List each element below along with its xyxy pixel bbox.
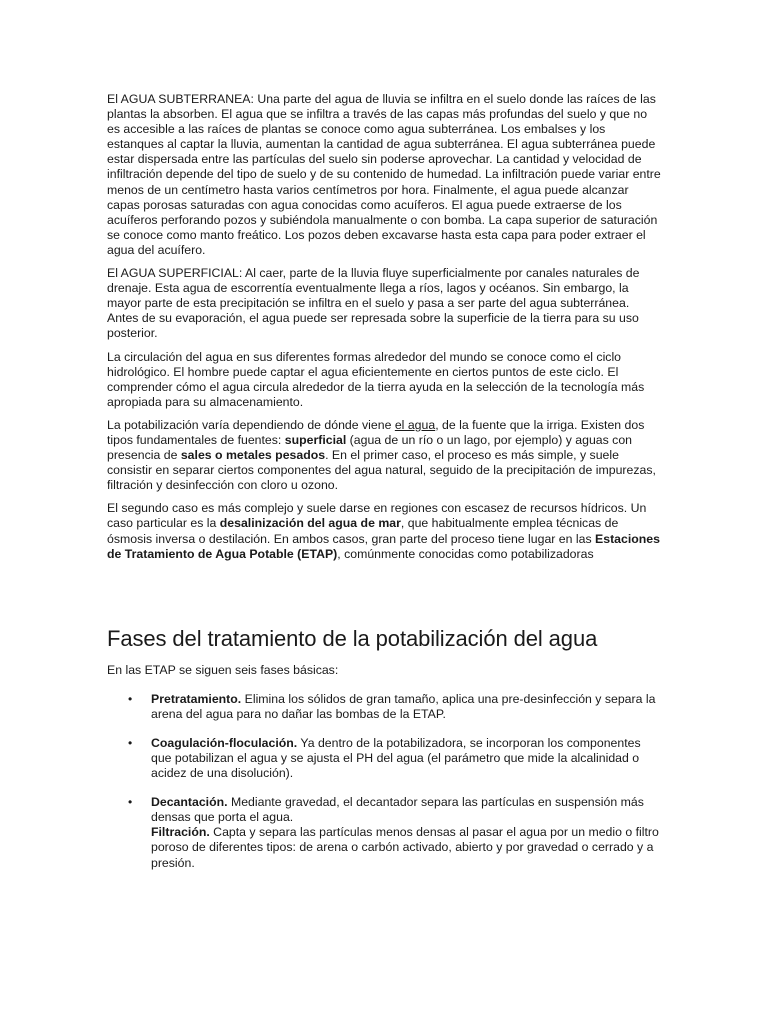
bold-term-sales-metales: sales o metales pesados (180, 448, 326, 463)
phase-text: Elimina los sólidos de gran tamaño, aplica una pre-desinfección y separa la arena del agua para no dañar las bombas de la ETAP. (151, 691, 656, 721)
bullet-icon: • (128, 795, 133, 810)
phase-text: Ya dentro de la potabilizadora, se incorporan los componentes que potabilizan el agua y se ajusta el PH del agua (el parámetro que mide la alcalinidad o acidez de una disolución). (151, 735, 641, 781)
paragraph-surface-water: El AGUA SUPERFICIAL: Al caer, parte de la lluvia fluye superficialmente por canales naturales de drenaje. Esta agua de escorrentía eventualmente llega a ríos, lagos y océanos. Sin embargo, la mayor parte de esta precipitación se infiltra en el suelo y pasa a ser parte del agua subterránea. Antes de su evaporación, el agua puede ser represada sobre la superficie de la tierra para su uso posterior. (107, 266, 640, 341)
section-intro: En las ETAP se siguen seis fases básicas: (107, 662, 339, 677)
paragraph-desalination (107, 501, 661, 561)
phase-term: Decantación. (151, 795, 228, 810)
text-run: , de la fuente que la irriga. Existen dos tipos fundamentales de fuentes: (107, 417, 645, 447)
bold-term-etap: Estaciones de Tratamiento de Agua Potable (ETAP) (107, 531, 660, 561)
phase-term: Coagulación-floculación. (151, 735, 298, 750)
text-run: , que habitualmente emplea técnicas de ósmosis inversa o destilación. En ambos casos, gran parte del proceso tiene lugar en las (107, 516, 619, 546)
phase-term: Pretratamiento. (151, 691, 242, 706)
phases-list (107, 692, 661, 871)
phase-term: Filtración. (151, 825, 210, 840)
text-run: (agua de un río o un lago, por ejemplo) y aguas con presencia de (107, 432, 633, 463)
document-page (107, 92, 661, 885)
phase-text: Mediante gravedad, el decantador separa las partículas en suspensión más densas que porta el agua. (151, 795, 644, 825)
bold-term-superficial: superficial (284, 432, 347, 447)
text-run: El segundo caso es más complejo y suele darse en regiones con escasez de recursos hídricos. Un caso particular es la (107, 501, 647, 531)
sub-phase-filtracion (151, 825, 661, 870)
list-item-coagulacion (107, 736, 661, 781)
section-heading: Fases del tratamiento de la potabilización del agua (107, 625, 598, 651)
text-run: . En el primer caso, el proceso es más simple, y suele consistir en separar ciertos componentes del agua natural, seguido de la precipitación de impurezas, filtración y desinfección con cloro u ozono. (107, 448, 656, 493)
text-run: , comúnmente conocidas como potabilizadoras (337, 546, 594, 561)
text-run: La potabilización varía dependiendo de dónde viene (107, 417, 395, 432)
list-item-pretratamiento (107, 692, 661, 722)
list-item-decantacion (107, 795, 661, 870)
bold-term-desalinizacion: desalinización del agua de mar (219, 516, 401, 531)
paragraph-groundwater: El AGUA SUBTERRANEA: Una parte del agua de lluvia se infiltra en el suelo donde las raíces de las plantas la absorben. El agua que se infiltra a través de las capas más profundas del suelo y que no es accesible a las raíces de plantas se conoce como agua subterránea. Los embalses y los estanques al captar la lluvia, aumentan la cantidad de agua subterránea. El agua subterránea puede estar dispersada entre las partículas del suelo sin poderse aprovechar. La cantidad y velocidad de infiltración depende del tipo de suelo y de su contenido de humedad. La infiltración puede variar entre menos de un centímetro hasta varios centímetros por hora. Finalmente, el agua puede alcanzar capas porosas saturadas con agua conocidas como acuíferos. El agua puede extraerse de los acuíferos perforando pozos y subiéndola manualmente o con bomba. La capa superior de saturación se conoce como manto freático. Los pozos deben excavarse hasta esta capa para poder extraer el agua del acuífero. (107, 92, 661, 257)
paragraph-hydrologic-cycle: La circulación del agua en sus diferentes formas alrededor del mundo se conoce como el ciclo hidrológico. El hombre puede captar el agua eficientemente en ciertos puntos de este ciclo. El comprender cómo el agua circula alrededor de la tierra ayuda en la selección de la tecnología más apropiada para su almacenamiento. (107, 349, 645, 409)
phase-text: Capta y separa las partículas menos densas al pasar el agua por un medio o filtro poroso de diferentes tipos: de arena o carbón activado, abierto y por gravedad o cerrado y a presión. (151, 825, 659, 870)
paragraph-potabilization-sources (107, 418, 661, 493)
section-spacer (107, 570, 661, 626)
el-agua-link[interactable]: el agua (394, 417, 436, 432)
bullet-icon: • (128, 735, 133, 750)
bullet-icon: • (128, 691, 133, 706)
